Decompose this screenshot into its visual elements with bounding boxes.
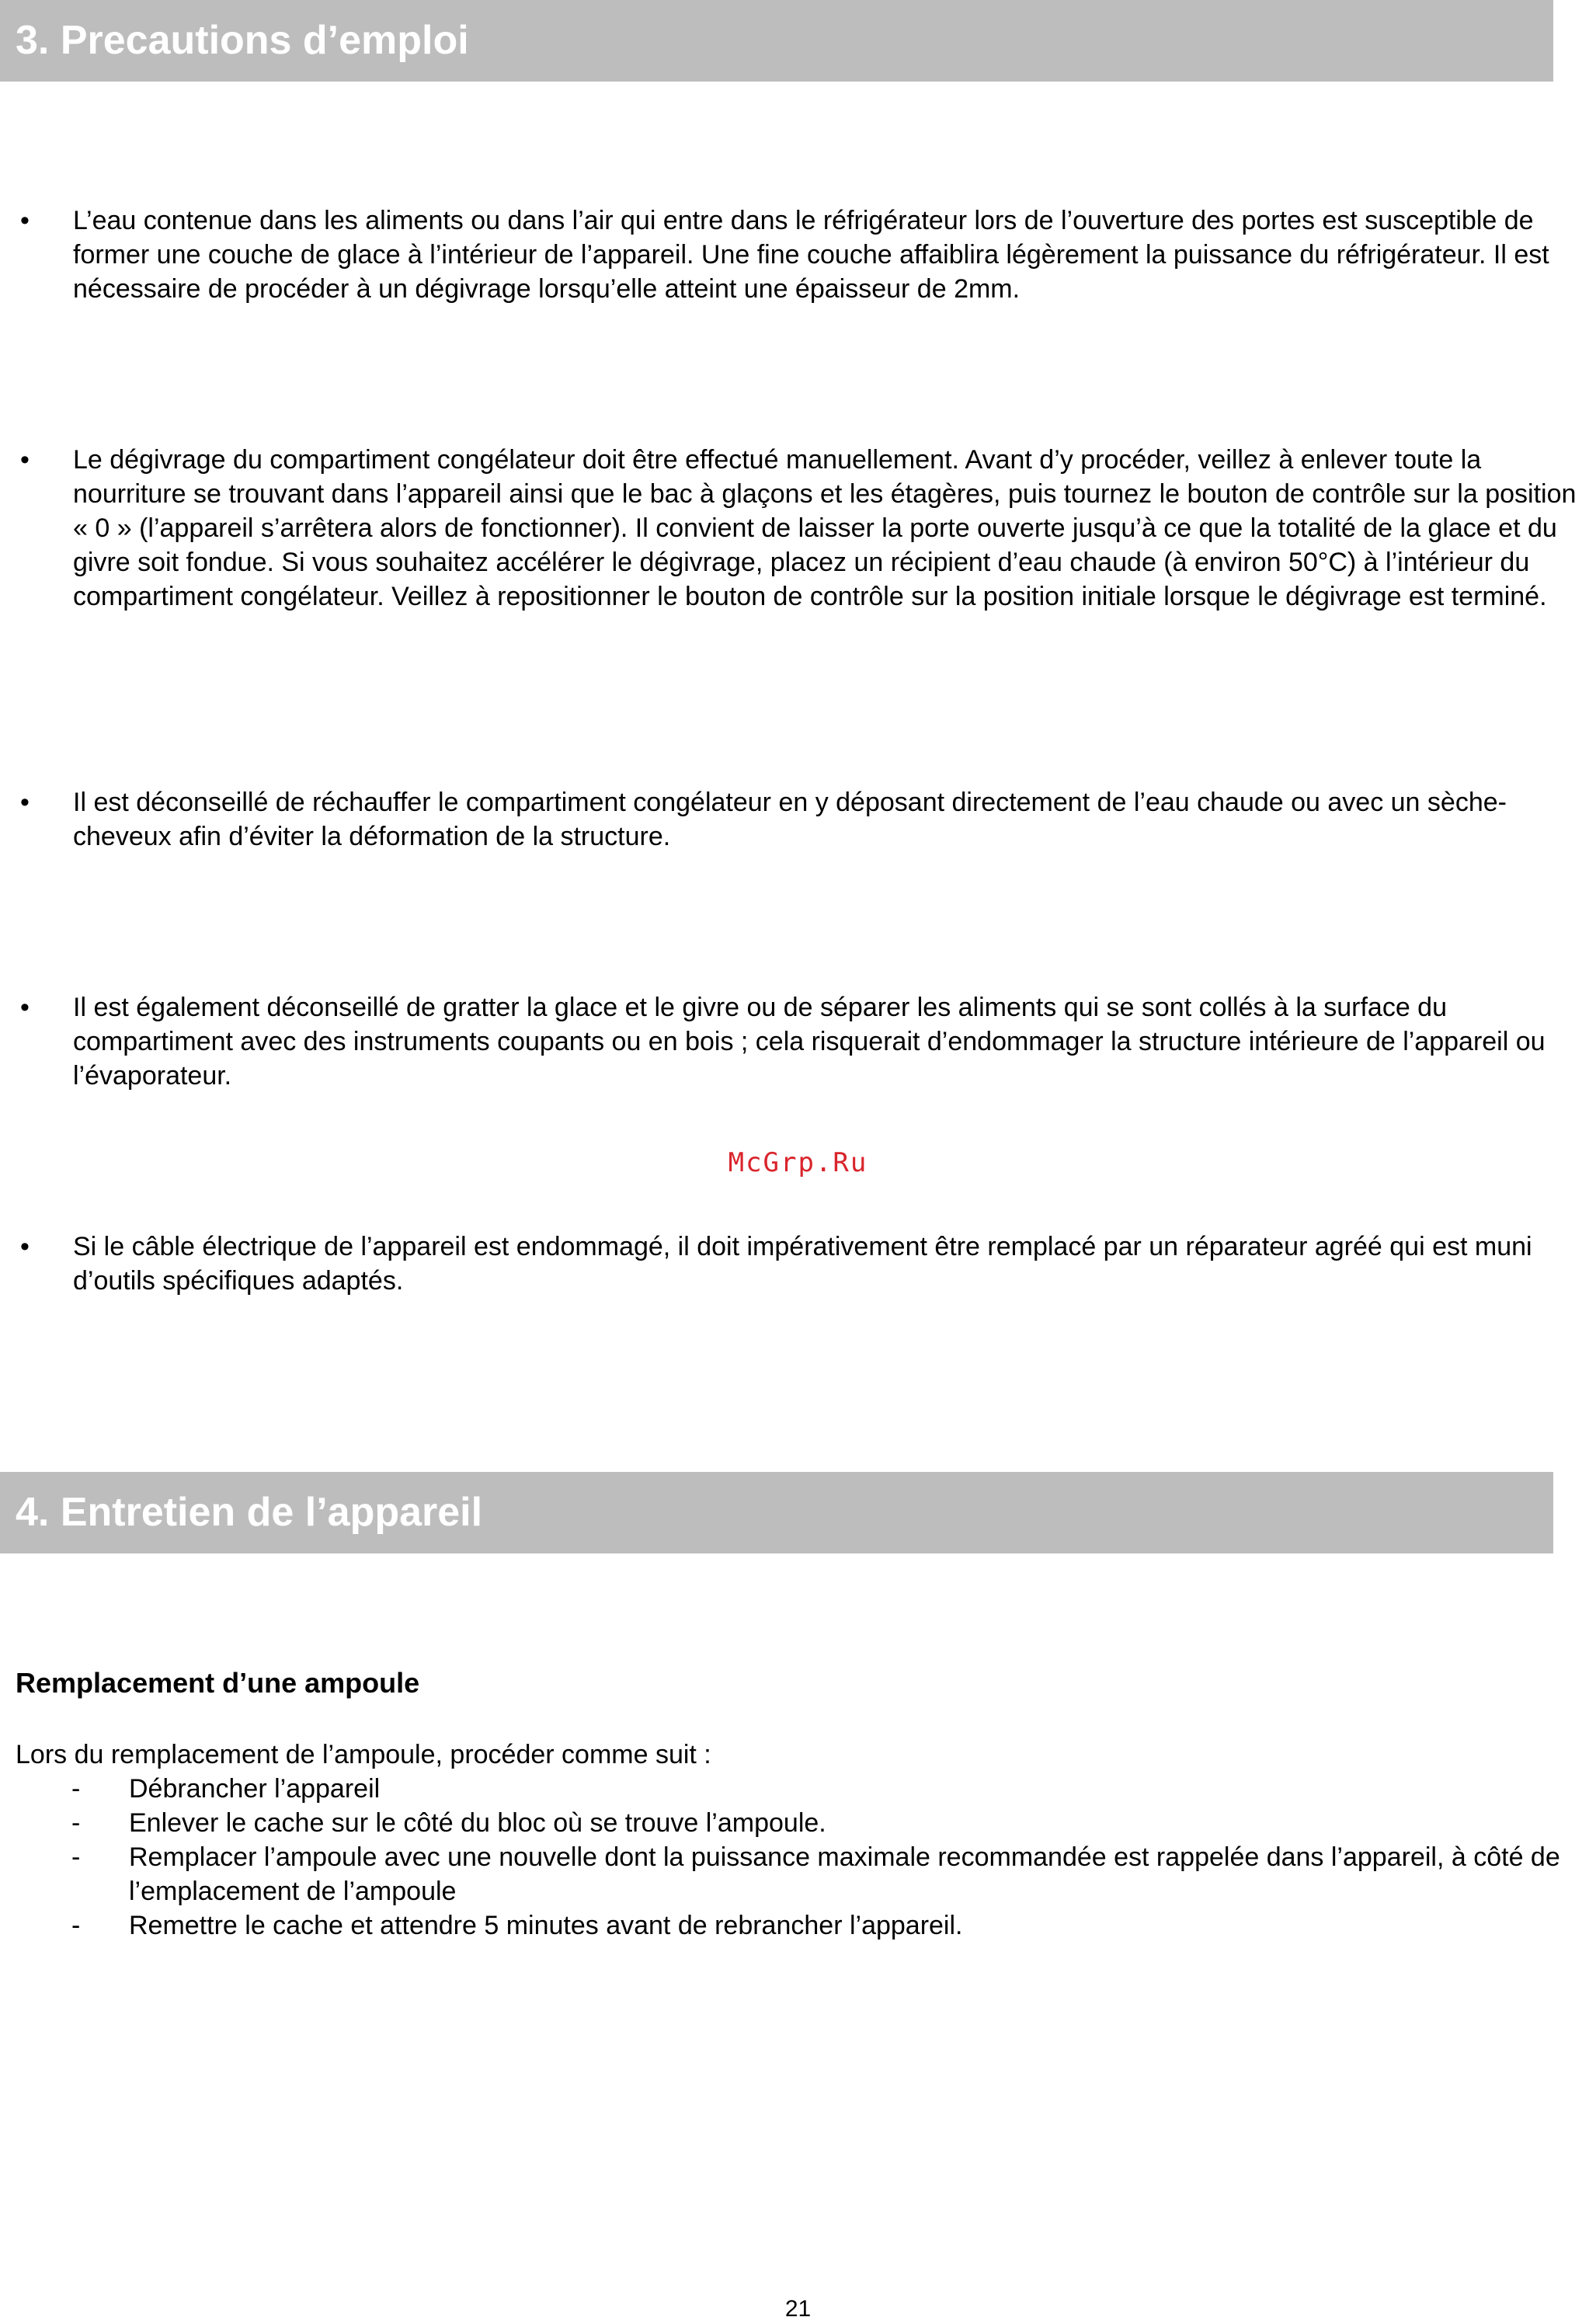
section-title: 3. Precautions d’emploi	[16, 18, 469, 63]
dash-marker: -	[71, 1911, 81, 1940]
list-item	[0, 1840, 1596, 1908]
bullet-icon: •	[20, 1232, 30, 1261]
bullet-text: Le dégivrage du compartiment congélateur doit être effectué manuellement. Avant d’y procéder, veillez à enlever toute la nourriture se trouvant dans l’appareil ainsi que le bac à glaçons et les étagères, puis tournez le bouton de contrôle sur la position « 0 » (l’appareil s’arrêtera alors de fonctionner). Il convient de laisser la porte ouverte jusqu’à ce que la totalité de la glace et du givre soit fondue. Si vous souhaitez accélérer le dégivrage, placez un récipient d’eau chaude (à environ 50°C) à l’intérieur du compartiment congélateur. Veillez à repositionner le bouton de contrôle sur la position initiale lorsque le dégivrage est terminé.	[73, 445, 1577, 611]
bullet-icon: •	[20, 206, 30, 235]
bullet-text: Si le câble électrique de l’appareil est endommagé, il doit impérativement être remplacé par un réparateur agréé qui est muni d’outils spécifiques adaptés.	[73, 1232, 1532, 1296]
dash-marker: -	[71, 1842, 81, 1872]
page-number: 21	[784, 2296, 812, 2322]
list-item	[0, 1772, 1596, 1806]
section-title: 4. Entretien de l’appareil	[16, 1490, 483, 1535]
section-header-precautions	[0, 0, 1553, 82]
step-text: Débrancher l’appareil	[129, 1774, 381, 1804]
step-text: Enlever le cache sur le côté du bloc où se trouve l’ampoule.	[129, 1808, 826, 1838]
section-header-entretien	[0, 1472, 1553, 1553]
bullet-text: Il est déconseillé de réchauffer le compartiment congélateur en y déposant directement de l’eau chaude ou avec un sèche-cheveux afin d’éviter la déformation de la structure.	[73, 788, 1507, 851]
step-text: Remplacer l’ampoule avec une nouvelle dont la puissance maximale recommandée est rappelée dans l’appareil, à côté de l’emplacement de l’ampoule	[129, 1842, 1560, 1906]
step-text: Remettre le cache et attendre 5 minutes avant de rebrancher l’appareil.	[129, 1911, 963, 1940]
bullet-icon: •	[20, 445, 30, 475]
bullet-icon: •	[20, 788, 30, 817]
bullet-text: Il est également déconseillé de gratter la glace et le givre ou de séparer les aliments qui se sont collés à la surface du compartiment avec des instruments coupants ou en bois ; cela risquerait d’endommager la structure intérieure de l’appareil ou l’évaporateur.	[73, 993, 1546, 1091]
watermark: McGrp.Ru	[728, 1147, 868, 1178]
dash-marker: -	[71, 1774, 81, 1804]
dash-marker: -	[71, 1808, 81, 1838]
subheading-bulb-replacement: Remplacement d’une ampoule	[16, 1667, 420, 1699]
bullet-icon: •	[20, 993, 30, 1022]
list-item	[0, 1908, 1596, 1943]
steps-list	[0, 1772, 1596, 1943]
bullet-text: L’eau contenue dans les aliments ou dans l’air qui entre dans le réfrigérateur lors de l’ouverture des portes est susceptible de former une couche de glace à l’intérieur de l’appareil. Une fine couche affaiblira légèrement la puissance du réfrigérateur. Il est nécessaire de procéder à un dégivrage lorsqu’elle atteint une épaisseur de 2mm.	[73, 206, 1549, 304]
intro-text: Lors du remplacement de l’ampoule, procéder comme suit :	[16, 1740, 711, 1769]
list-item	[0, 1806, 1596, 1840]
